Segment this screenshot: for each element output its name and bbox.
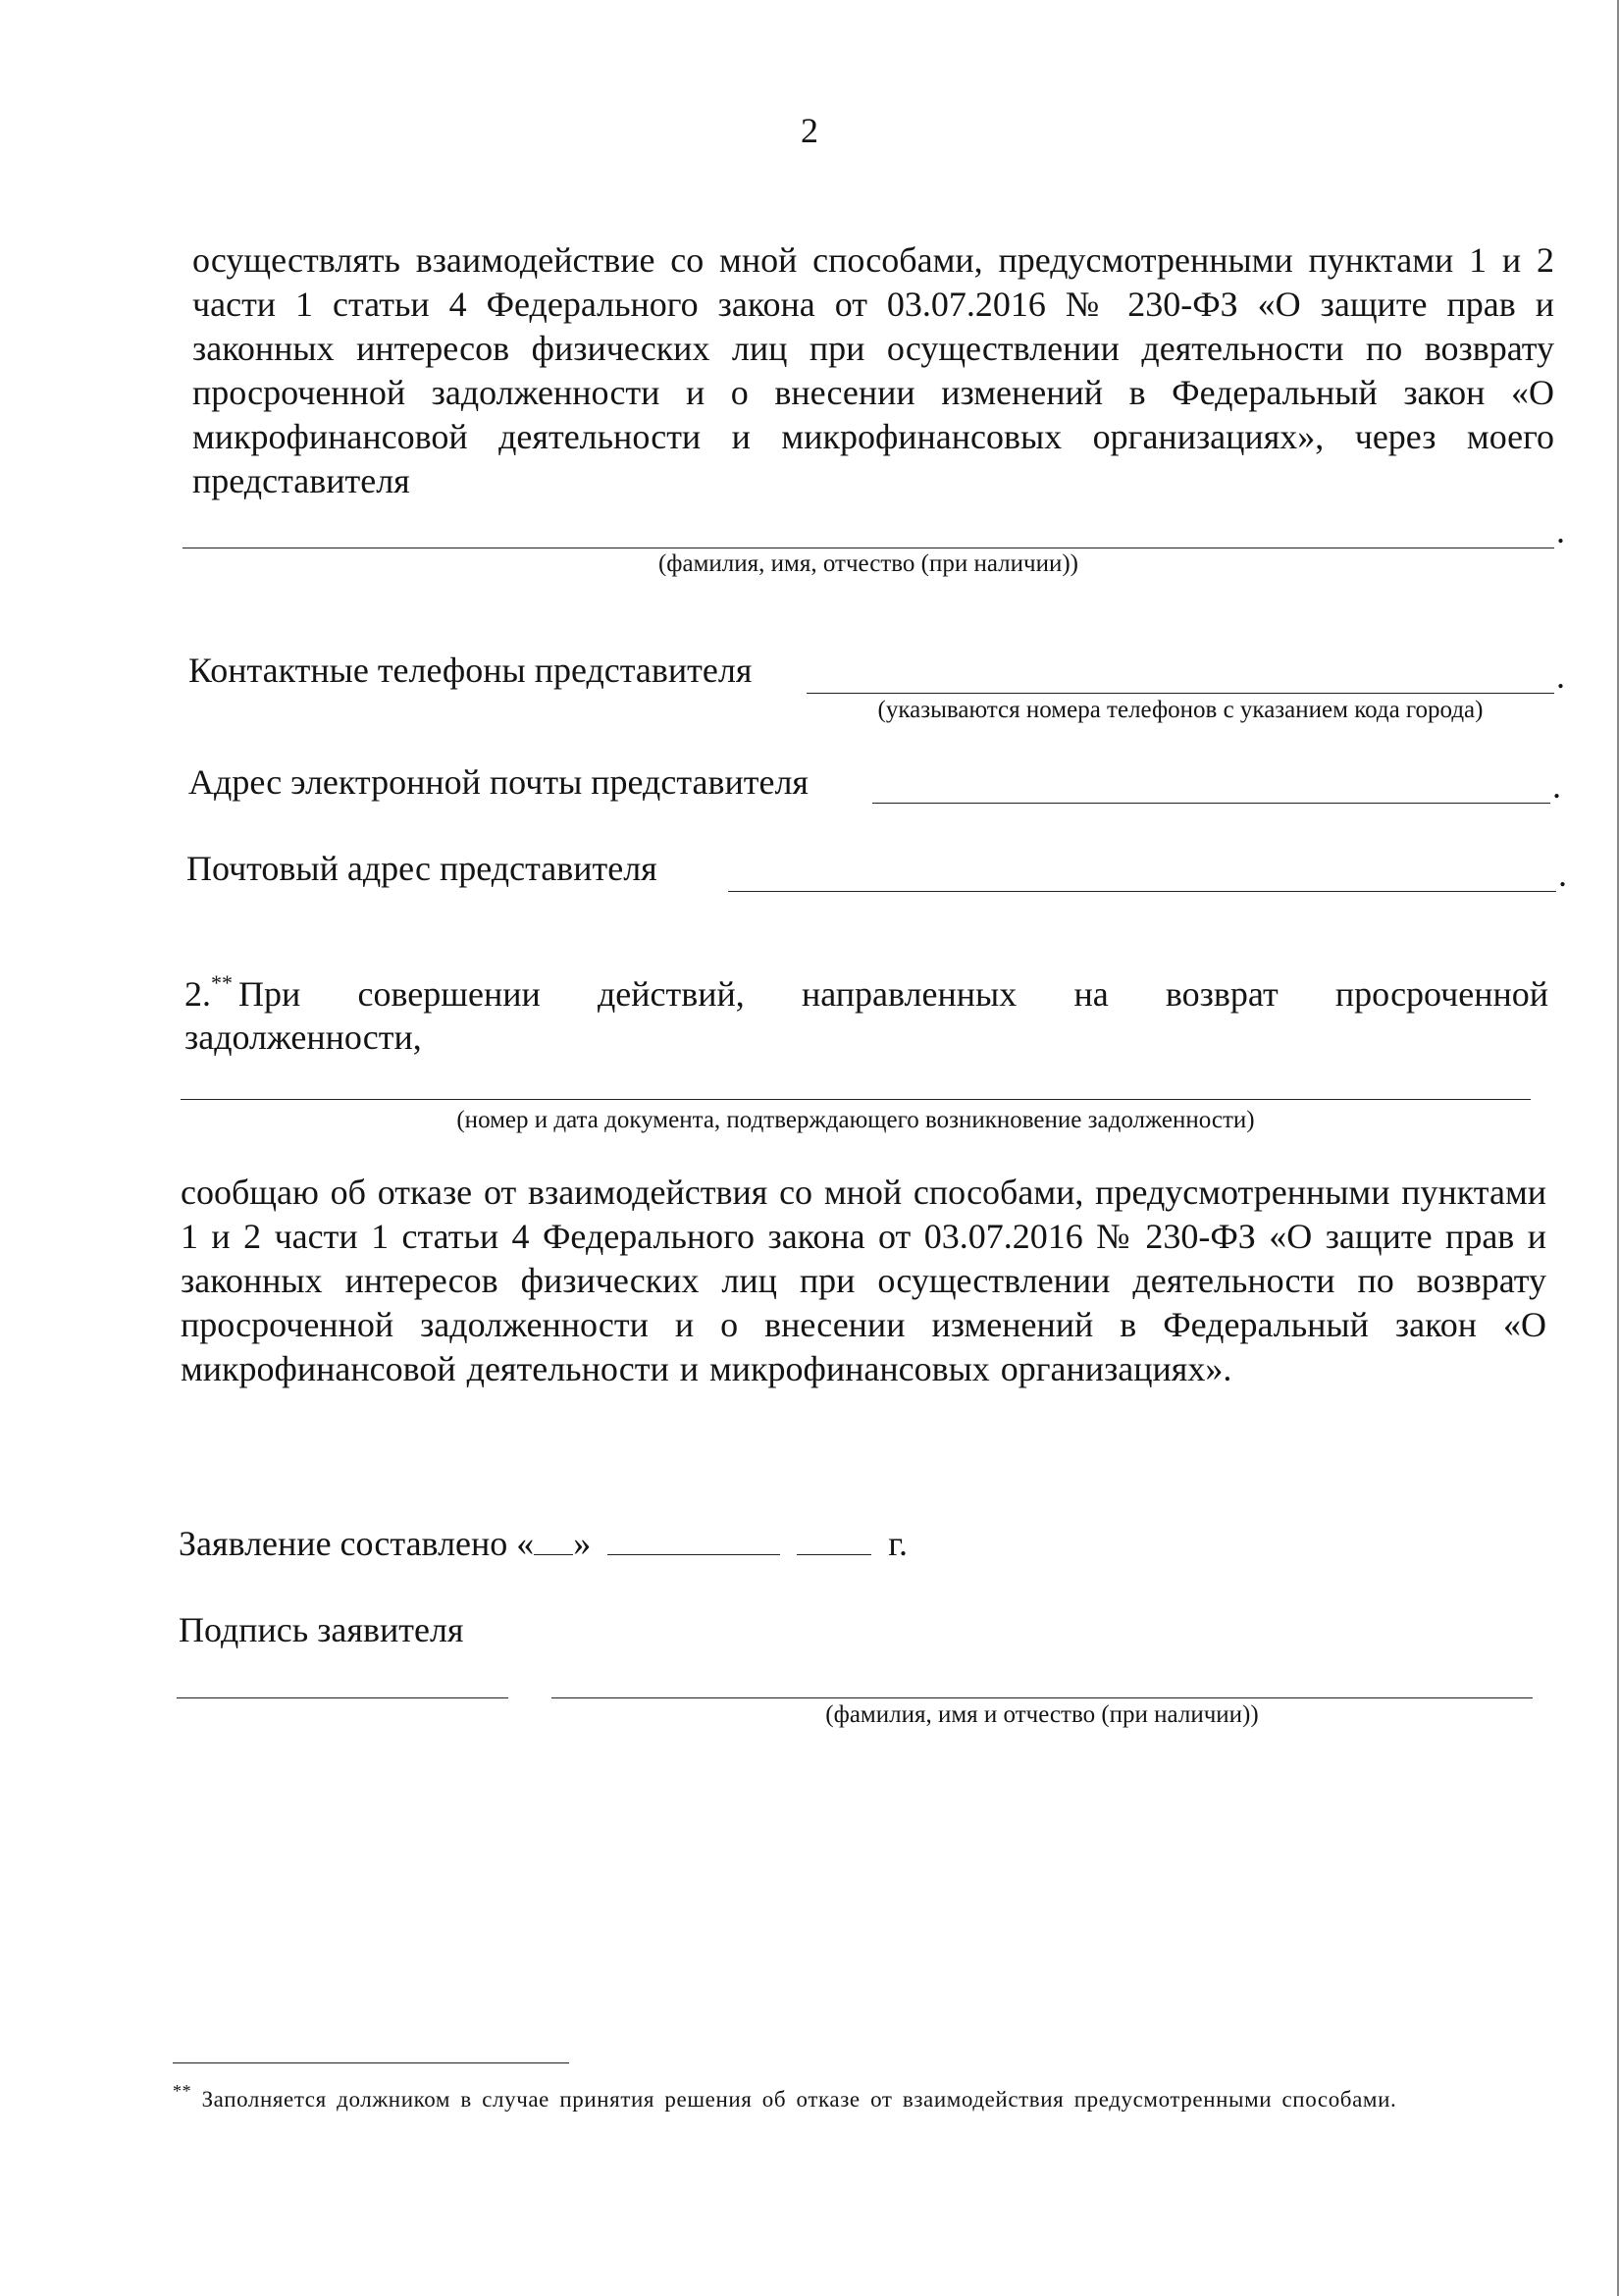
period: . (1556, 656, 1565, 696)
date-line (179, 1523, 908, 1564)
section2-intro (184, 970, 1548, 1015)
postal-line[interactable] (728, 891, 1556, 892)
document-line[interactable] (181, 1099, 1531, 1100)
period: . (1552, 766, 1561, 806)
signature-label: Подпись заявителя (179, 1610, 464, 1649)
period: . (1558, 855, 1567, 894)
date-month-blank[interactable] (607, 1527, 780, 1555)
signature-name-line[interactable] (551, 1697, 1533, 1698)
footnote-rule (173, 2062, 569, 2063)
phones-line[interactable] (807, 693, 1554, 694)
date-day-blank[interactable] (534, 1527, 573, 1555)
section2-mark: ** (211, 970, 233, 995)
paragraph-intro: осуществлять взаимодействие со мной способами, предусмотренными пунктами 1 и 2 части 1 статьи 4 Федерального закона от 03.07.2016 № 230-ФЗ «О защите прав и законных интересов физических лиц при осуществлении деятельности по возврату просроченной задолженности и о внесении изменений в Федеральный закон «О микрофинансовой деятельности и микрофинансовых организациях», через моего представителя (192, 240, 1554, 500)
paragraph-refusal: сообщаю об отказе от взаимодействия со мной способами, предусмотренными пунктами 1 и 2 части 1 статьи 4 Федерального закона от 03.07.2016 № 230-ФЗ «О защите прав и законных интересов физических лиц при осуществлении деятельности по возврату просроченной задолженности и о внесении изменений в Федеральный закон «О микрофинансовой деятельности и микрофинансовых организациях». (181, 1173, 1546, 1388)
date-suffix: г. (888, 1524, 909, 1563)
section2-intro-line1: При совершении действий, направленных на возврат просроченной (238, 974, 1548, 1014)
page-number: 2 (801, 111, 818, 150)
signature-caption: (фамилия, имя и отчество (при наличии)) (825, 1701, 1259, 1728)
footnote-mark: ** (173, 2081, 192, 2101)
email-line[interactable] (872, 803, 1550, 804)
document-caption: (номер и дата документа, подтверждающего возникновение задолженности) (456, 1107, 1255, 1133)
representative-name-caption: (фамилия, имя, отчество (при наличии)) (657, 550, 1079, 577)
signature-line[interactable] (177, 1697, 508, 1698)
date-prefix: Заявление составлено « (179, 1524, 535, 1563)
section2-number (184, 970, 233, 1015)
period: . (1556, 511, 1565, 550)
section2-number-text: 2. (184, 974, 211, 1014)
date-close-quote: » (573, 1524, 592, 1563)
section2-intro-line2: задолженности, (184, 1018, 422, 1057)
phones-caption: (указываются номера телефонов с указанием кода города) (877, 697, 1484, 723)
footnote (173, 2081, 1527, 2115)
footnote-text: Заполняется должником в случае принятия решения об отказе от взаимодействия предусмотренными способами. (201, 2087, 1397, 2112)
date-year-blank[interactable] (797, 1527, 871, 1555)
phones-label: Контактные телефоны представителя (188, 651, 753, 690)
email-label: Адрес электронной почты представителя (188, 762, 809, 802)
postal-label: Почтовый адрес представителя (186, 849, 657, 888)
